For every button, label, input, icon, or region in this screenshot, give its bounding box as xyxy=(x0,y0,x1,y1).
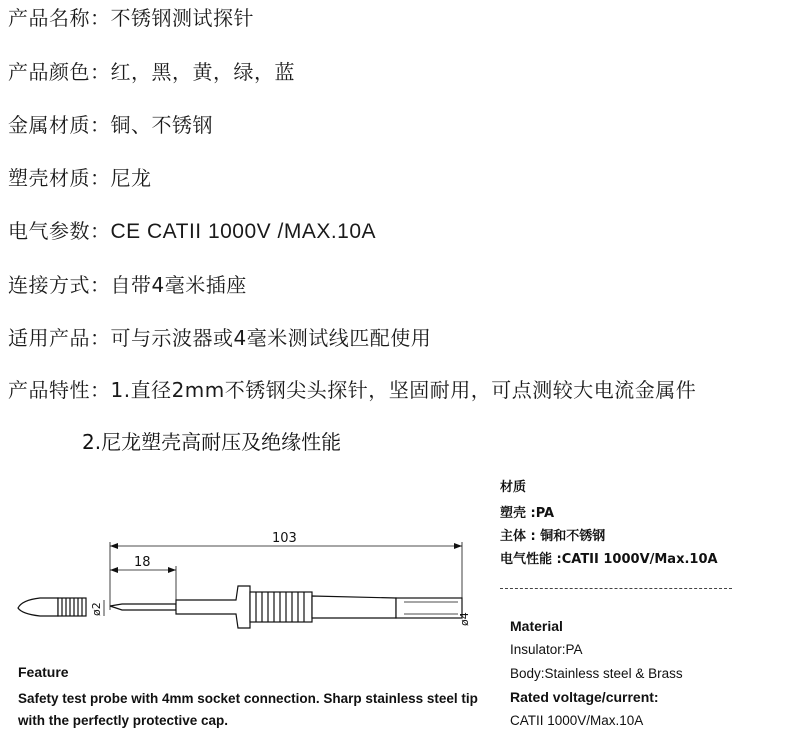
spec-value: 可与示波器或4毫米测试线匹配使用 xyxy=(110,326,432,350)
spec-label: 连接方式： xyxy=(8,273,111,297)
spec-value: 尼龙 xyxy=(110,166,152,190)
spec-row-feature xyxy=(8,378,696,402)
spec-label: 金属材质： xyxy=(8,113,111,137)
spec-row-metal xyxy=(8,113,213,137)
material-cn-shell: 塑壳 :PA xyxy=(500,506,555,521)
spec-label: 适用产品： xyxy=(8,326,111,350)
dia-socket-label: ø4 xyxy=(458,612,471,626)
spec-feature-item-2: 2.尼龙塑壳高耐压及绝缘性能 xyxy=(82,430,342,454)
spec-value: 自带4毫米插座 xyxy=(110,273,247,297)
cap-shape xyxy=(18,598,58,616)
probe-front-body xyxy=(176,586,250,628)
spec-row-usage xyxy=(8,326,431,350)
material-cn-body: 主体 : 铜和不锈钢 xyxy=(500,529,606,544)
feature-title: Feature xyxy=(18,664,69,680)
spec-value: 铜、不锈钢 xyxy=(110,113,213,137)
spec-value: 1.直径2mm不锈钢尖头探针，坚固耐用，可点测较大电流金属件 xyxy=(110,378,697,402)
probe-rear-body xyxy=(312,596,396,618)
feature-text: Safety test probe with 4mm socket connection. Sharp stainless steel tip with the perfectly protective cap. xyxy=(18,691,478,728)
spec-label: 产品特性： xyxy=(8,378,111,402)
spec-row-color xyxy=(8,60,295,84)
material-cn-electrical: 电气性能 :CATII 1000V/Max.10A xyxy=(500,552,718,567)
spec-row-electrical xyxy=(8,219,376,244)
material-en-body: Body:Stainless steel & Brass xyxy=(510,666,683,681)
spec-label: 产品颜色： xyxy=(8,60,111,84)
spec-value: CE CATII 1000V /MAX.10A xyxy=(110,220,377,243)
material-en-rated-value: CATII 1000V/Max.10A xyxy=(510,713,644,728)
dia-tip-label: ø2 xyxy=(90,602,103,616)
spec-label: 产品名称： xyxy=(8,6,111,30)
spec-value: 不锈钢测试探针 xyxy=(110,6,254,30)
material-cn-title: 材质 xyxy=(500,480,527,495)
material-en-rated-title: Rated voltage/current: xyxy=(510,689,659,705)
spec-label: 电气参数： xyxy=(8,219,111,243)
spec-row-connection xyxy=(8,273,247,297)
spec-row-shell xyxy=(8,166,152,190)
spec-value: 红，黑，黄，绿，蓝 xyxy=(110,60,295,84)
spec-label: 塑壳材质： xyxy=(8,166,111,190)
needle-tip xyxy=(110,604,176,610)
probe-grip xyxy=(250,592,312,622)
probe-drawing xyxy=(0,520,490,660)
dim-tip-label: 18 xyxy=(134,555,151,570)
divider xyxy=(500,588,732,589)
material-en-insulator: Insulator:PA xyxy=(510,642,583,657)
material-en-title: Material xyxy=(510,618,563,634)
dim-total-label: 103 xyxy=(272,531,297,546)
probe-socket xyxy=(396,598,462,618)
spec-row-name xyxy=(8,6,254,30)
